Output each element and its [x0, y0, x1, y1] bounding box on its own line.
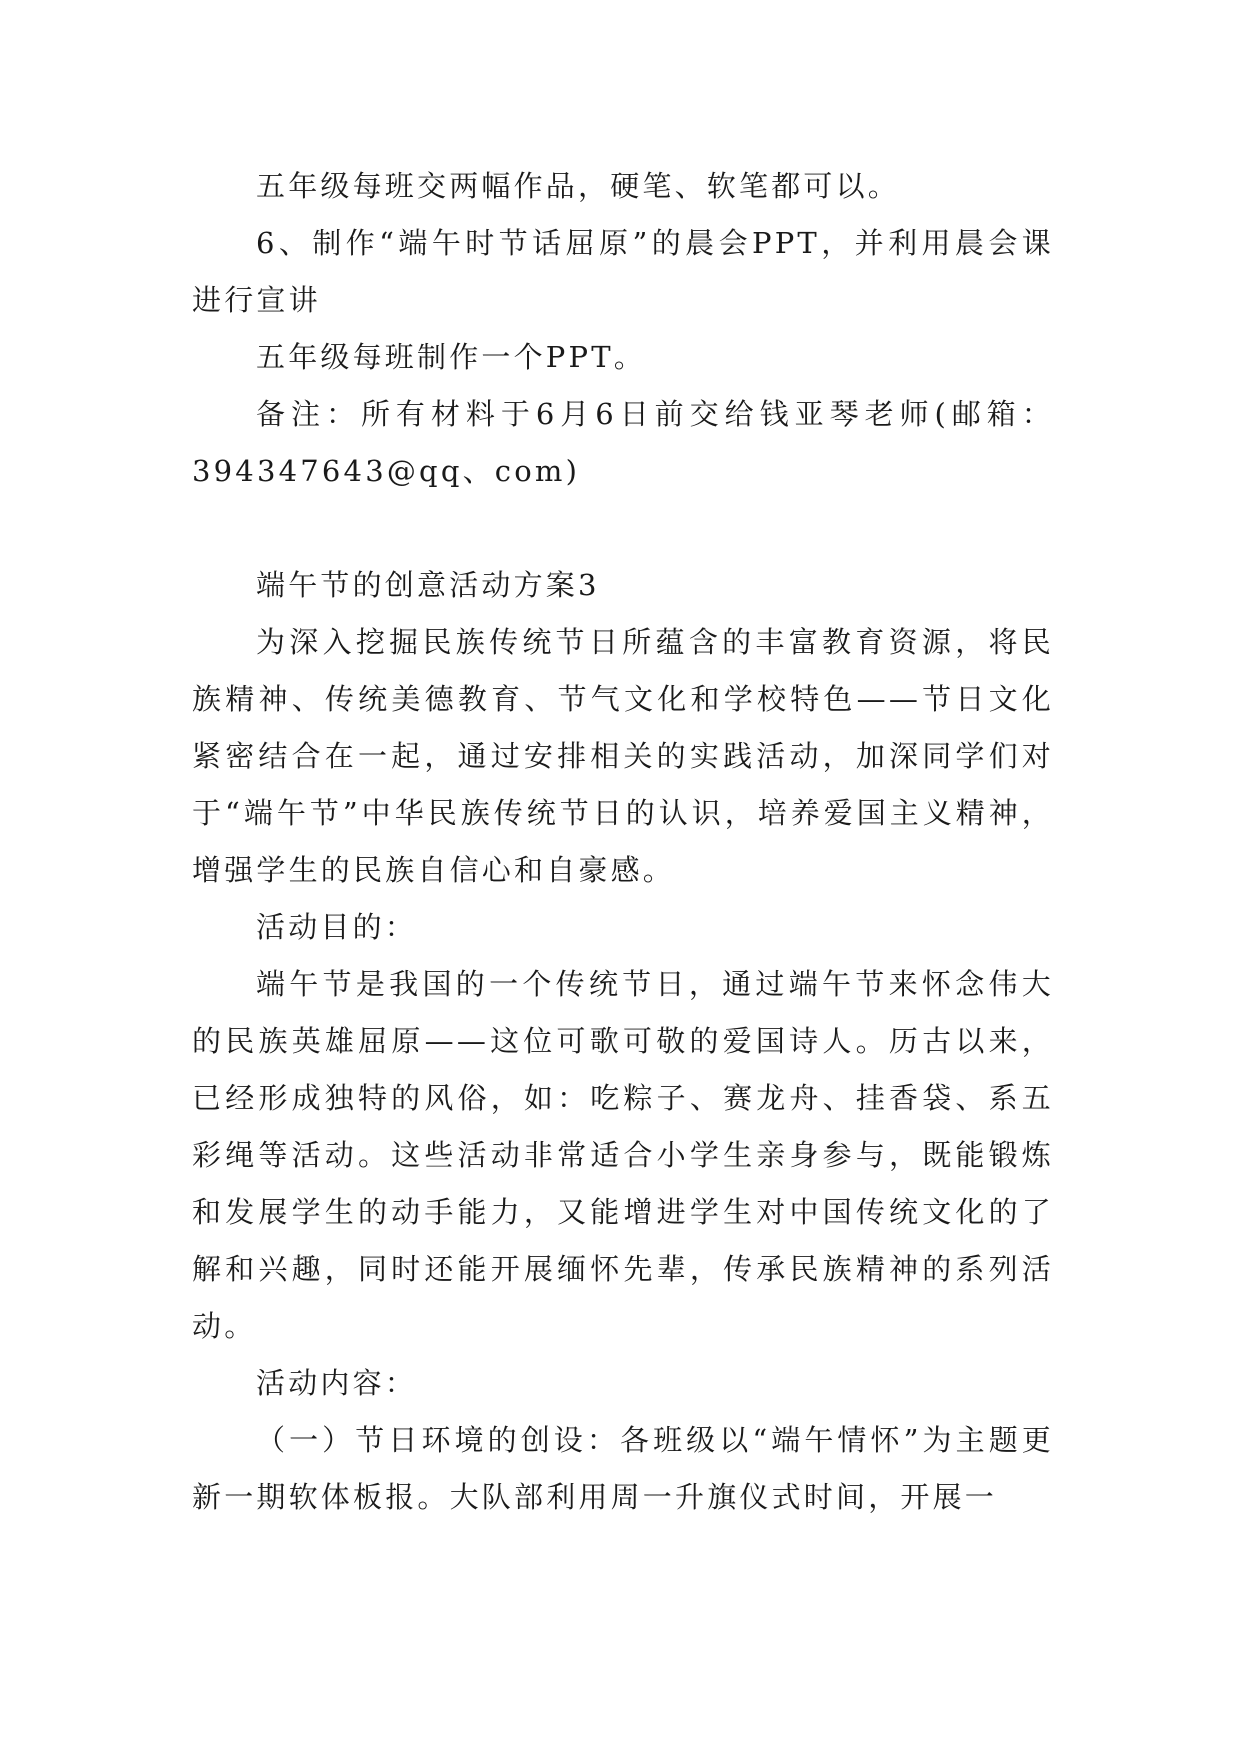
paragraph: 为深入挖掘民族传统节日所蕴含的丰富教育资源，将民族精神、传统美德教育、节气文化和学校特色——节日文化紧密结合在一起，通过安排相关的实践活动，加深同学们对于“端午节”中华民族传统节日的认识，培养爱国主义精神，增强学生的民族自信心和自豪感。 — [192, 625, 1054, 887]
paragraph: 五年级每班制作一个PPT。 — [256, 340, 646, 374]
section-gap — [192, 500, 1054, 557]
paragraph: 6、制作“端午时节话屈原”的晨会PPT，并利用晨会课进行宣讲 — [192, 226, 1054, 317]
paragraph: 端午节是我国的一个传统节日，通过端午节来怀念伟大的民族英雄屈原——这位可歌可敬的爱国诗人。历古以来，已经形成独特的风俗，如：吃粽子、赛龙舟、挂香袋、系五彩绳等活动。这些活动非常适合小学生亲身参与，既能锻炼和发展学生的动手能力，又能增进学生对中国传统文化的了解和兴趣，同时还能开展缅怀先辈，传承民族精神的系列活动。 — [192, 967, 1054, 1343]
paragraph: （一）节日环境的创设：各班级以“端午情怀”为主题更新一期软体板报。大队部利用周一升旗仪式时间，开展一 — [192, 1423, 1054, 1514]
paragraph: 活动目的： — [256, 910, 418, 944]
document-body — [192, 158, 1054, 1526]
paragraph: 活动内容： — [256, 1366, 418, 1400]
paragraph: 五年级每班交两幅作品，硬笔、软笔都可以。 — [256, 169, 901, 203]
section-title: 端午节的创意活动方案3 — [256, 568, 600, 602]
paragraph: 备注：所有材料于6月6日前交给钱亚琴老师(邮箱：394347643@qq、com) — [192, 397, 1054, 488]
